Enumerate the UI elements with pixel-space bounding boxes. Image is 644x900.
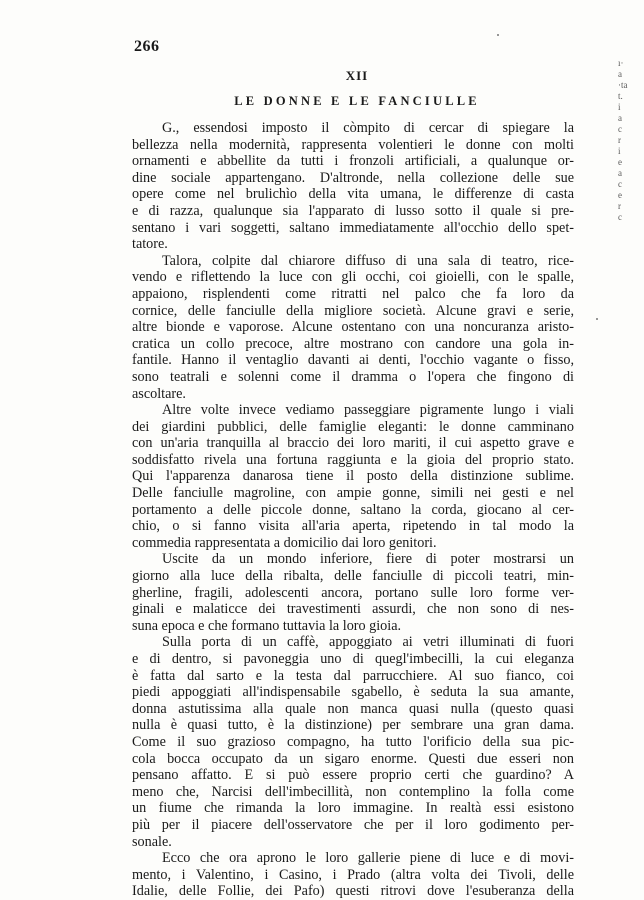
text-line: Altre volte invece vediamo passeggiare pigramente lungo i viali: [162, 402, 574, 419]
margin-fragment: e: [618, 157, 622, 167]
text-line: e di dentro, si pavoneggia uno di quegl'imbecilli, la cui eleganza: [132, 651, 574, 667]
text-line: commedia rappresentata a domicilio dai loro genitori.: [132, 534, 437, 551]
margin-fragment: e: [618, 190, 622, 200]
text-line: opere come nel brulichìo della vita umana, le differenze di casta: [132, 186, 574, 203]
margin-fragment: t.: [618, 91, 623, 101]
margin-fragment: a: [618, 113, 622, 123]
text-line: G., essendosi imposto il còmpito di cercar di spiegare la: [162, 120, 574, 136]
text-line: ginali e malaticce dei travestimenti assurdi, che non sono di nes-: [132, 601, 574, 618]
text-line: nulla è quasi tutto, è la distinzione) per sembrare una gran dama.: [132, 717, 574, 734]
text-line: più per il piacere dell'osservatore che per il loro godimento per-: [132, 816, 574, 833]
margin-fragment: c: [618, 179, 622, 189]
text-line: cratica un collo precoce, altre mostrano con candore una gola in-: [132, 335, 574, 352]
print-speck: [596, 318, 598, 320]
margin-fragment: c: [618, 212, 622, 222]
text-line: giorno alla luce della ribalta, delle fanciulle di piccoli teatri, min-: [132, 568, 574, 585]
margin-fragment: a: [618, 168, 622, 178]
text-line: Delle fanciulle magroline, con ampie gonne, simili nei gesti e nel: [132, 485, 574, 502]
margin-fragment: c: [618, 124, 622, 134]
margin-fragment: r: [618, 135, 621, 145]
page-number: 266: [134, 38, 160, 55]
text-line: piedi appoggiati all'indispensabile sgabello, è seduta la sua amante,: [132, 684, 574, 701]
text-line: altre bionde e vaporose. Alcune ostentano con una noncuranza aristo-: [132, 319, 574, 336]
margin-fragment: i: [618, 146, 621, 156]
text-line: è fatta dal sarto e la testa dal parrucchiere. Al suo fianco, coi: [132, 667, 574, 684]
text-line: appaiono, risplendenti come ritratti nel palco che fa loro da: [132, 285, 574, 302]
text-line: suna epoca e che formano tuttavia la loro gioia.: [132, 617, 402, 634]
text-line: sonale.: [132, 833, 172, 850]
margin-fragment: a: [618, 69, 622, 79]
text-line: Qui l'apparenza danarosa tiene il posto della distinzione sublime.: [132, 468, 574, 485]
text-line: chio, o si fanno visita all'aria aperta, ripetendo in tal modo la: [132, 518, 574, 535]
text-line: dine sociale appartengano. D'altronde, nella collezione delle sue: [132, 169, 574, 186]
text-line: tatore.: [132, 236, 168, 253]
text-line: e di razza, qualunque sia l'apparato di lusso sotto il quale si pre-: [132, 202, 574, 219]
text-line: mento, i Valentino, i Casino, i Prado (altra volta dei Tivoli, delle: [132, 866, 574, 883]
text-line: soddisfatto rivela una fortuna raggiunta e la gioia del proprio stato.: [132, 451, 574, 468]
text-line: Talora, colpite dal chiarore diffuso di una sala di teatro, rice-: [162, 252, 574, 269]
text-line: Idalie, delle Follie, dei Pafo) questi ritrovi dove l'esuberanza della: [132, 883, 574, 900]
text-line: gherline, fragili, adolescenti ancora, portano sulle loro forme ver-: [132, 584, 574, 601]
facing-page-margin-fragments: [618, 58, 644, 223]
text-line: sono teatrali e solenni come il dramma o l'opera che fingono di: [132, 368, 574, 385]
print-speck: [497, 34, 499, 36]
margin-fragment: r: [618, 201, 621, 211]
margin-fragment: ·ta: [618, 80, 628, 90]
body-text: [132, 120, 574, 900]
text-line: cornice, delle fanciulle della migliore società. Alcune gravi e serie,: [132, 302, 574, 319]
text-line: bellezza nella modernità, rappresenta volentieri le donne con molti: [132, 136, 574, 153]
text-line: Ecco che ora aprono le loro gallerie piene di luce e di movi-: [162, 850, 574, 867]
margin-fragment: i: [618, 102, 621, 112]
chapter-title: LE DONNE E LE FANCIULLE: [234, 94, 480, 108]
text-line: Uscite da un mondo inferiore, fiere di poter mostrarsi un: [162, 551, 574, 568]
text-line: portamento a delle piccole donne, saltano la corda, giocano al cer-: [132, 501, 574, 518]
text-line: con un'aria tranquilla al braccio dei loro mariti, il cui aspetto grave e: [132, 435, 574, 452]
text-line: ornamenti e abbellite da tutti i fronzoli artificiali, a qualunque or-: [132, 153, 574, 170]
text-line: ascoltare.: [132, 385, 186, 402]
margin-fragment: ı·: [618, 58, 624, 68]
text-line: cola bocca occupato da un sigaro enorme. Questi due esseri non: [132, 750, 574, 767]
text-line: un fiume che rimanda la loro immagine. In realtà essi esistono: [132, 800, 574, 817]
text-line: Sulla porta di un caffè, appoggiato ai vetri illuminati di fuori: [162, 634, 574, 651]
text-line: dei giardini pubblici, delle famiglie eleganti: le donne camminano: [132, 418, 574, 435]
chapter-number: XII: [345, 68, 369, 83]
text-line: Come il suo grazioso compagno, ha tutto l'orificio della sua pic-: [132, 733, 574, 750]
text-line: meno che, Narcisi dell'imbecillità, non contemplino la folla come: [132, 783, 574, 800]
text-line: fantile. Hanno il ventaglio davanti ai denti, l'occhio vagante o fisso,: [132, 352, 574, 369]
text-line: pensano affatto. E si può essere proprio certi che guardino? A: [132, 767, 574, 784]
text-line: vendo e riflettendo la luce con gli occhi, coi gioielli, con le spalle,: [132, 269, 574, 286]
text-line: donna astutissima alla quale non manca quasi nulla (questo quasi: [132, 700, 574, 717]
text-line: sentano i vari soggetti, saltano immediatamente all'occhio dello spet-: [132, 219, 574, 236]
